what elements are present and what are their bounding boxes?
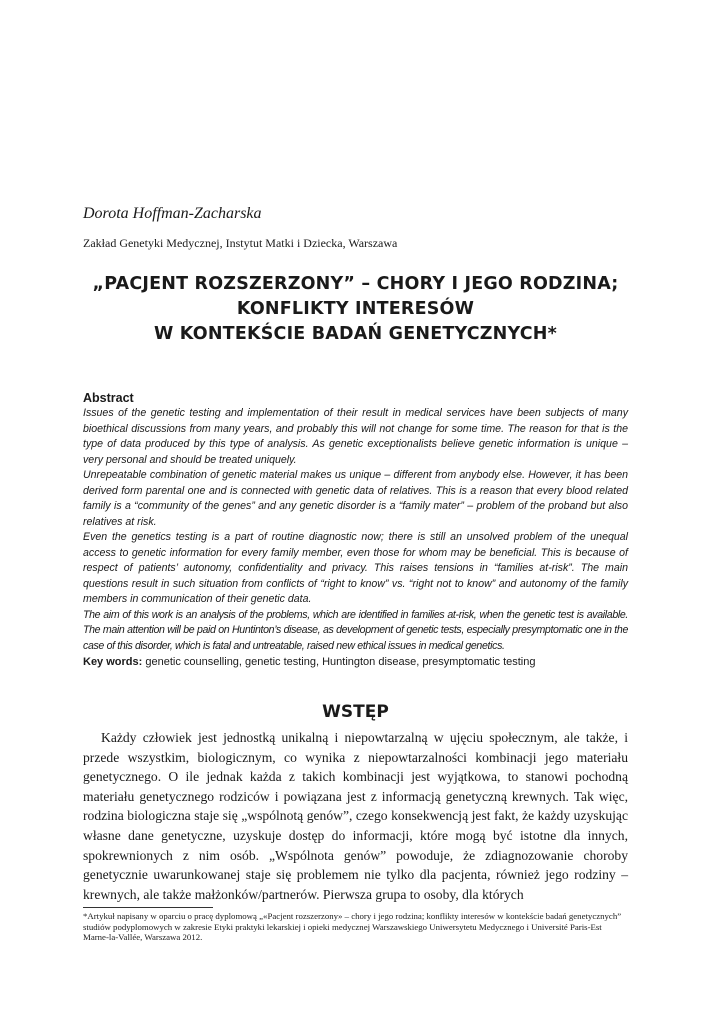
author-affiliation: Zakład Genetyki Medycznej, Instytut Matki i Dziecka, Warszawa: [83, 236, 398, 250]
keywords-label: Key words:: [83, 656, 143, 668]
abstract-paragraph-3: Even the genetics testing is a part of routine diagnostic now; there is still an unsolved problem of the unequal access to genetic information for every family member, even those for whom may be beneficial. This is because of respect of patients’ autonomy, confidentiality and privacy. This raises tensions in “families at-risk”. The main questions result in such situation from conflicts of “right to know” vs. “right not to know” and autonomy of the family members in communication of their genetic data.: [83, 531, 628, 605]
abstract-paragraph-4: The aim of this work is an analysis of the problems, which are identified in families at-risk, when the genetic test is available. The main attention will be paid on Huntinton’s disease, as development of genetic tests, especially presymptomatic one in the case of this disorder, which is fatal and untreatable, raised new ethical issues in medical genetics.: [83, 608, 628, 652]
footnote: *Artykuł napisany w oparciu o pracę dyplomową „«Pacjent rozszerzony» – chory i jego rodzina; konflikty interesów w kontekście badań genetycznych” studiów podyplomowych w zakresie Etyki praktyki lekarskiej i opieki medycznej Warszawskiego Uniwersytetu Medycznego i Université Paris-Est Marne-la-Vallée, Warszawa 2012.: [83, 911, 622, 942]
keywords: [83, 656, 628, 668]
author-name: Dorota Hoffman-Zacharska: [83, 205, 262, 222]
abstract-heading: Abstract: [83, 391, 134, 405]
keywords-text: genetic counselling, genetic testing, Huntington disease, presymptomatic testing: [145, 656, 536, 668]
article-title: [83, 272, 628, 347]
section-paragraph: Każdy człowiek jest jednostką unikalną i niepowtarzalną w ujęciu społecznym, ale także, i przede wszystkim, biologicznym, co wynika z niepowtarzalności kombinacji jego materiału genetycznego. O ile jednak każda z takich kombinacji jest wyjątkowa, to stanowi pochodną materiału genetycznego rodziców i powiązana jest z informacją genetyczną krewnych. Tak więc, rodzina biologiczna staje się „wspólnotą genów”, czego konsekwencją jest fakt, że każdy uzyskując własne dane genetyczne, uzyskuje dostęp do informacji, które mogą być istotne dla innych, spokrewnionych z nim osób. „Wspólnota genów” powoduje, że zdiagnozowanie choroby genetycznie uwarunkowanej staje się problemem nie tylko dla pacjenta, również jego rodziny – krewnych, ale także małżonków/partnerów. Pierwsza grupa to osoby, dla których: [83, 730, 628, 902]
title-line-3: W KONTEKŚCIE BADAŃ GENETYCZNYCH*: [153, 324, 557, 344]
abstract-body: [83, 406, 628, 654]
footnote-divider: [83, 907, 213, 908]
abstract-paragraph-1: Issues of the genetic testing and implementation of their result in medical services have been subjects of many bioethical discussions from many years, and probably this will not change for some time. The reason for that is the type of data produced by this type of analysis. As genetic exceptionalists believe genetic information is unique – very personal and should be treated uniquely.: [83, 407, 628, 466]
title-line-1: „PACJENT ROZSZERZONY” – CHORY I JEGO RODZINA;: [92, 274, 619, 294]
abstract-paragraph-2: Unrepeatable combination of genetic material makes us unique – different from anybody else. However, it has been derived form parental one and is connected with genetic data of relatives. This is a reason that every blood related family is a “community of the genes” and any genetic disorder is a “family mater” – problem of the proband but also relatives at risk.: [83, 469, 628, 528]
title-line-2: KONFLIKTY INTERESÓW: [236, 299, 475, 319]
section-heading: WSTĘP: [322, 702, 389, 722]
